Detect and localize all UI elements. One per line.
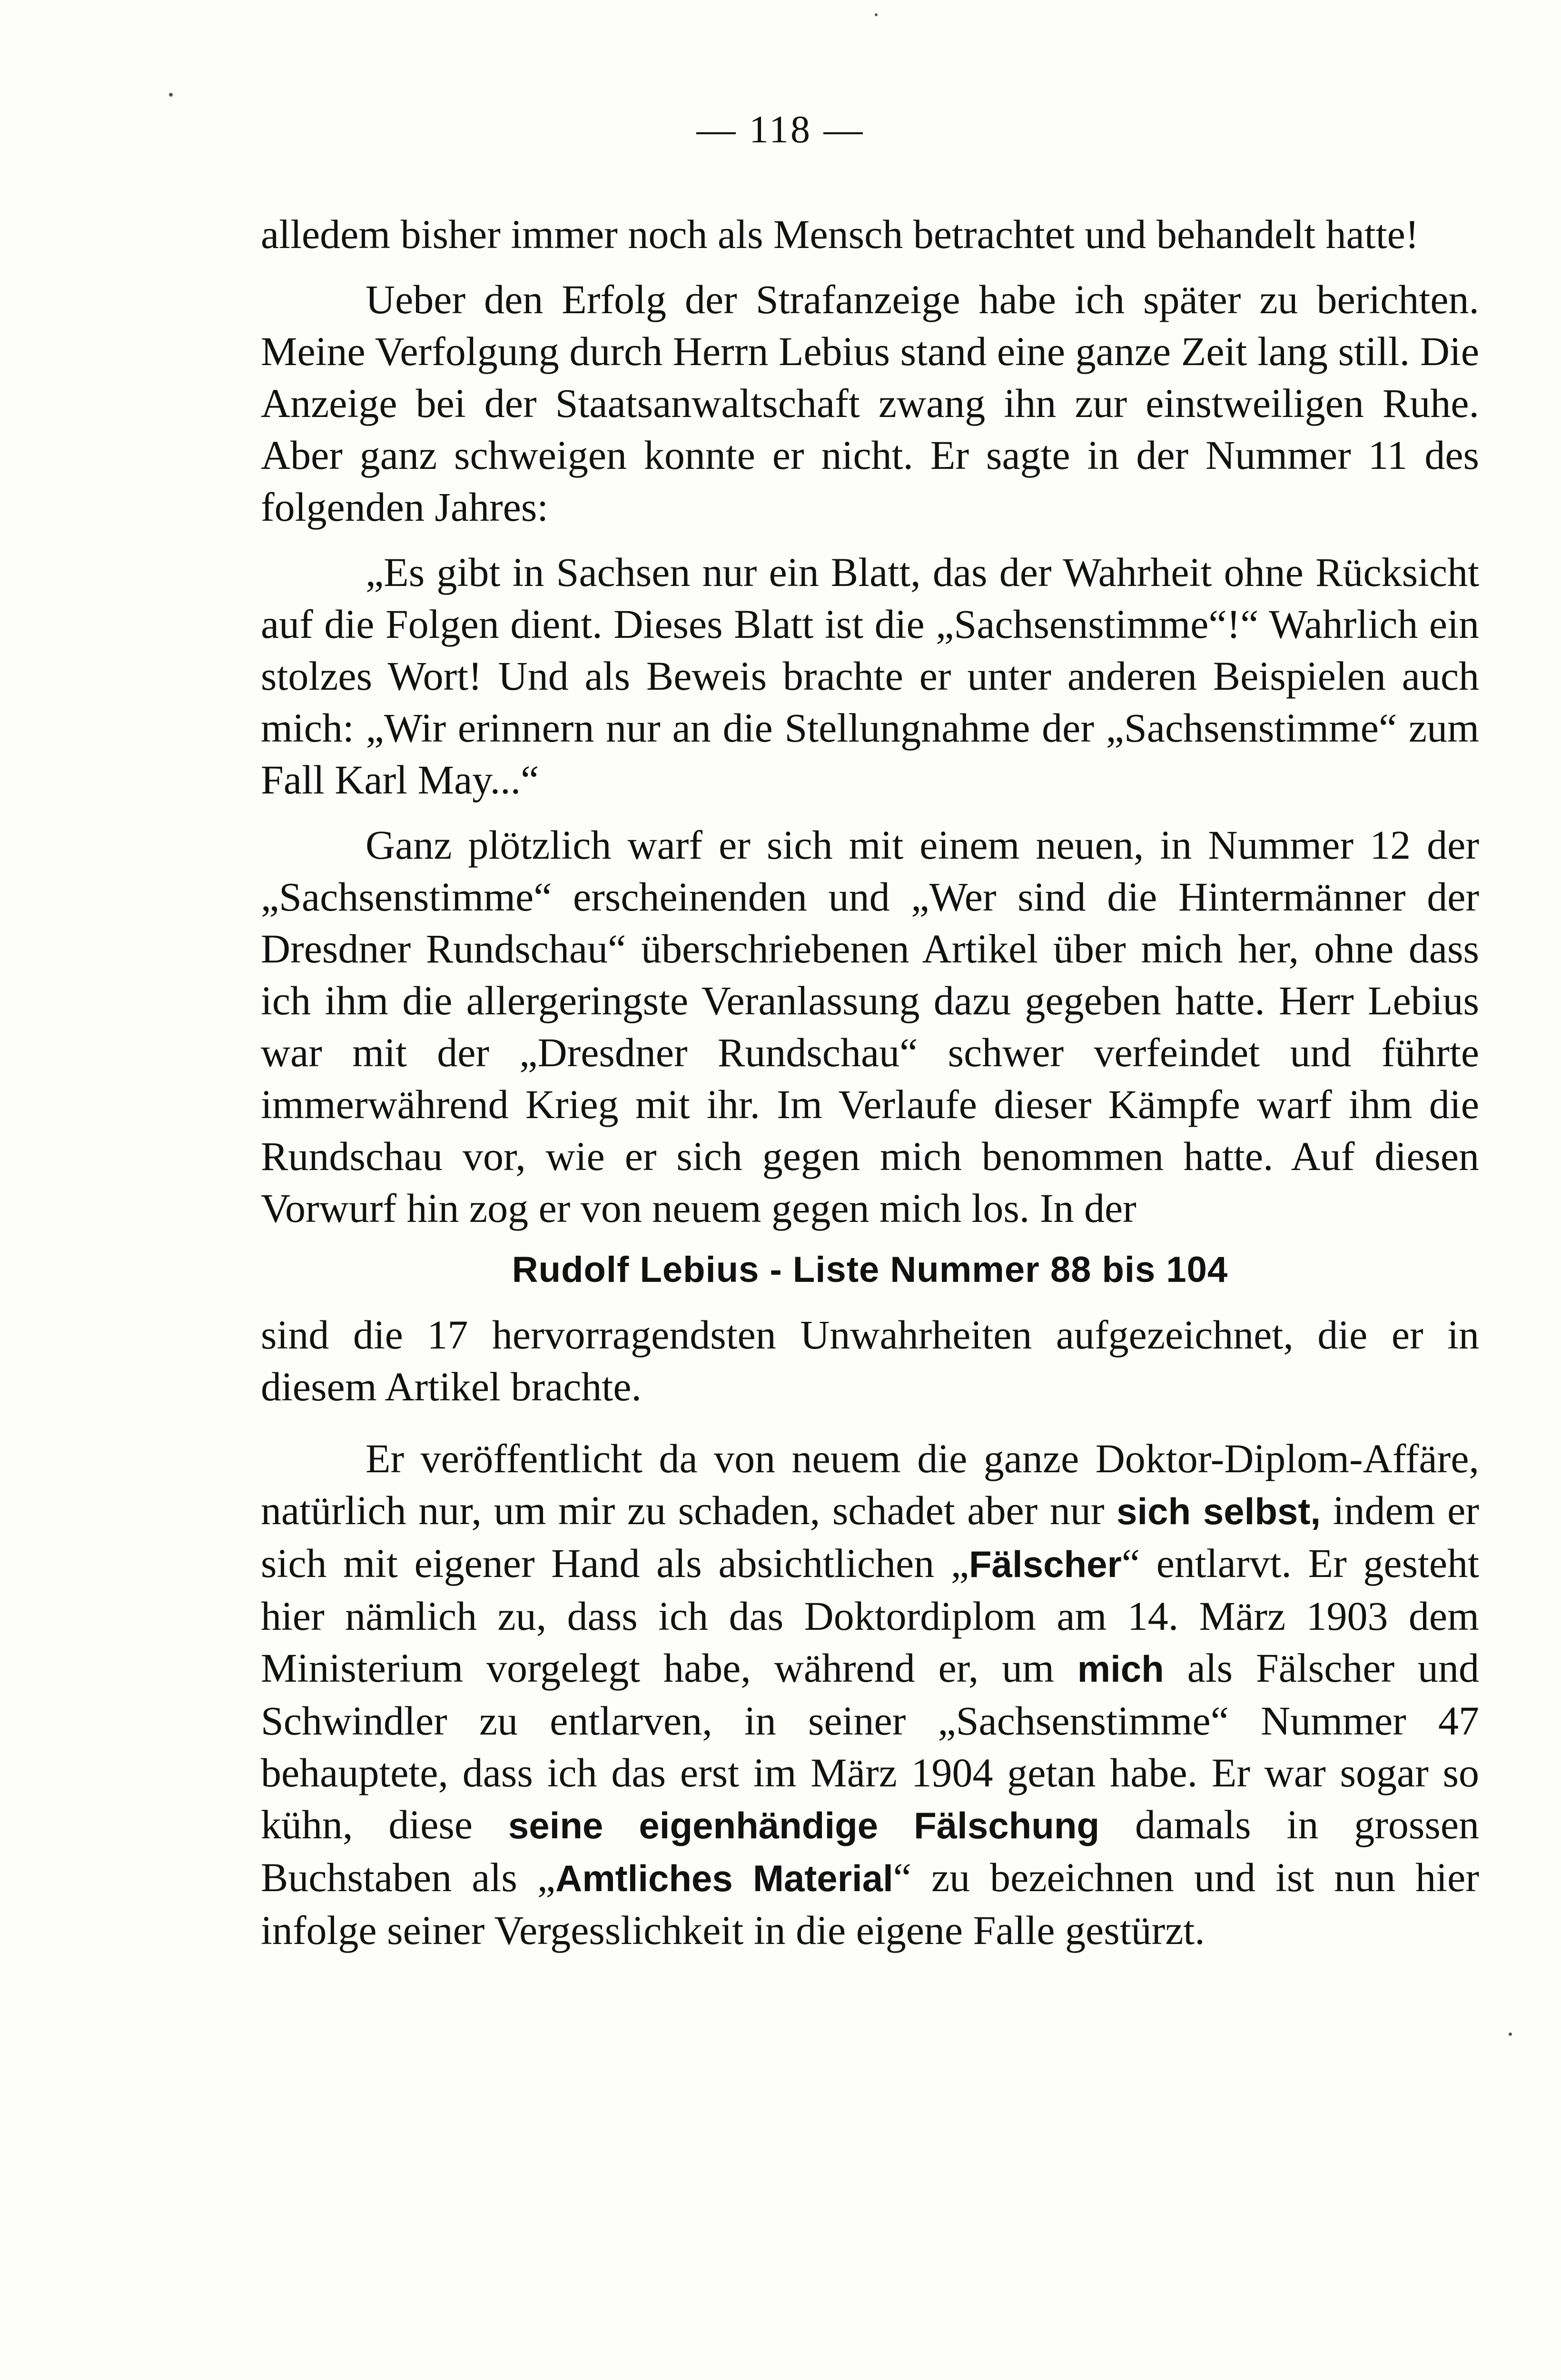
paragraph-quote-sachsenstimme: „Es gibt in Sachsen nur ein Blatt, das der Wahrheit ohne Rücksicht auf die Folgen dient. Dieses Blatt ist die „Sachsenstimme“!“ Wahrlich ein stolzes Wort! Und als Beweis brachte er unter anderen Beispielen auch mich: „Wir erinnern nur an die Stellungnahme der „Sachsenstimme“ zum Fall Karl May...“ (261, 549, 1479, 803)
text-run: Er veröffentlicht da von neuem die ganze Doktor-Diplom-Affäre, natürlich nur, um mir zu schaden, schadet aber nur (261, 1436, 1479, 1533)
page-body (261, 208, 1479, 1956)
paragraph-doktor-diplom (261, 1433, 1479, 1956)
text-run: “ zu bezeichnen und ist nun hier infolge seiner Vergesslichkeit in die eigene Falle gestürzt. (261, 1854, 1479, 1953)
paper-speck (875, 13, 878, 16)
text-run: damals in grossen Buchstaben als „ (261, 1802, 1479, 1900)
paragraph-strafanzeige: Ueber den Erfolg der Strafanzeige habe ich später zu berichten. Meine Verfolgung durch Herrn Lebius stand eine ganze Zeit lang still. Die Anzeige bei der Staatsanwaltschaft zwang ihn zur einstweiligen Ruhe. Aber ganz schweigen konnte er nicht. Er sagte in der Nummer 11 des folgenden Jahres: (261, 277, 1479, 530)
paper-speck (169, 93, 173, 97)
text-run: “ entlarvt. Er gesteht hier nämlich zu, dass ich das Doktordiplom am 14. März 1903 dem Ministerium vorgelegt habe, während er, um (261, 1540, 1480, 1691)
paper-speck (1509, 2033, 1512, 2036)
bold-run: seine eigenhändige Fälschung (508, 1805, 1100, 1846)
paragraph-continuation: alledem bisher immer noch als Mensch betrachtet und behandelt hatte! (261, 211, 1419, 257)
text-run: als Fälscher und Schwindler zu entlarven, in seiner „Sachsenstimme“ Nummer 47 behauptete, dass ich das erst im März 1904 getan habe. Er war sogar so kühn, diese (261, 1645, 1479, 1847)
paragraph-unwahrheiten: sind die 17 hervorragendsten Unwahrheiten aufgezeichnet, die er in diesem Artikel brachte. (261, 1312, 1479, 1409)
bold-run: mich (1077, 1648, 1164, 1690)
bold-run: Amtliches Material (555, 1857, 893, 1899)
bold-run: Fälscher (969, 1543, 1122, 1585)
paragraph-dresdner-rundschau: Ganz plötzlich warf er sich mit einem neuen, in Nummer 12 der „Sachsenstimme“ erscheinenden und „Wer sind die Hintermänner der Dresdner Rundschau“ überschriebenen Artikel über mich her, ohne dass ich ihm die allergeringste Veranlassung dazu gegeben hatte. Herr Lebius war mit der „Dresdner Rundschau“ schwer verfeindet und führte immerwährend Krieg mit ihr. Im Verlaufe dieser Kämpfe warf ihm die Rundschau vor, wie er sich gegen mich benommen hatte. Auf diesen Vorwurf hin zog er von neuem gegen mich los. In der (261, 822, 1479, 1231)
text-run: indem er sich mit eigener Hand als absichtlichen „ (261, 1488, 1479, 1586)
bold-run: sich selbst, (1116, 1490, 1321, 1532)
section-heading: Rudolf Lebius - Liste Nummer 88 bis 104 (512, 1250, 1228, 1290)
page-number: — 118 — (696, 108, 865, 151)
